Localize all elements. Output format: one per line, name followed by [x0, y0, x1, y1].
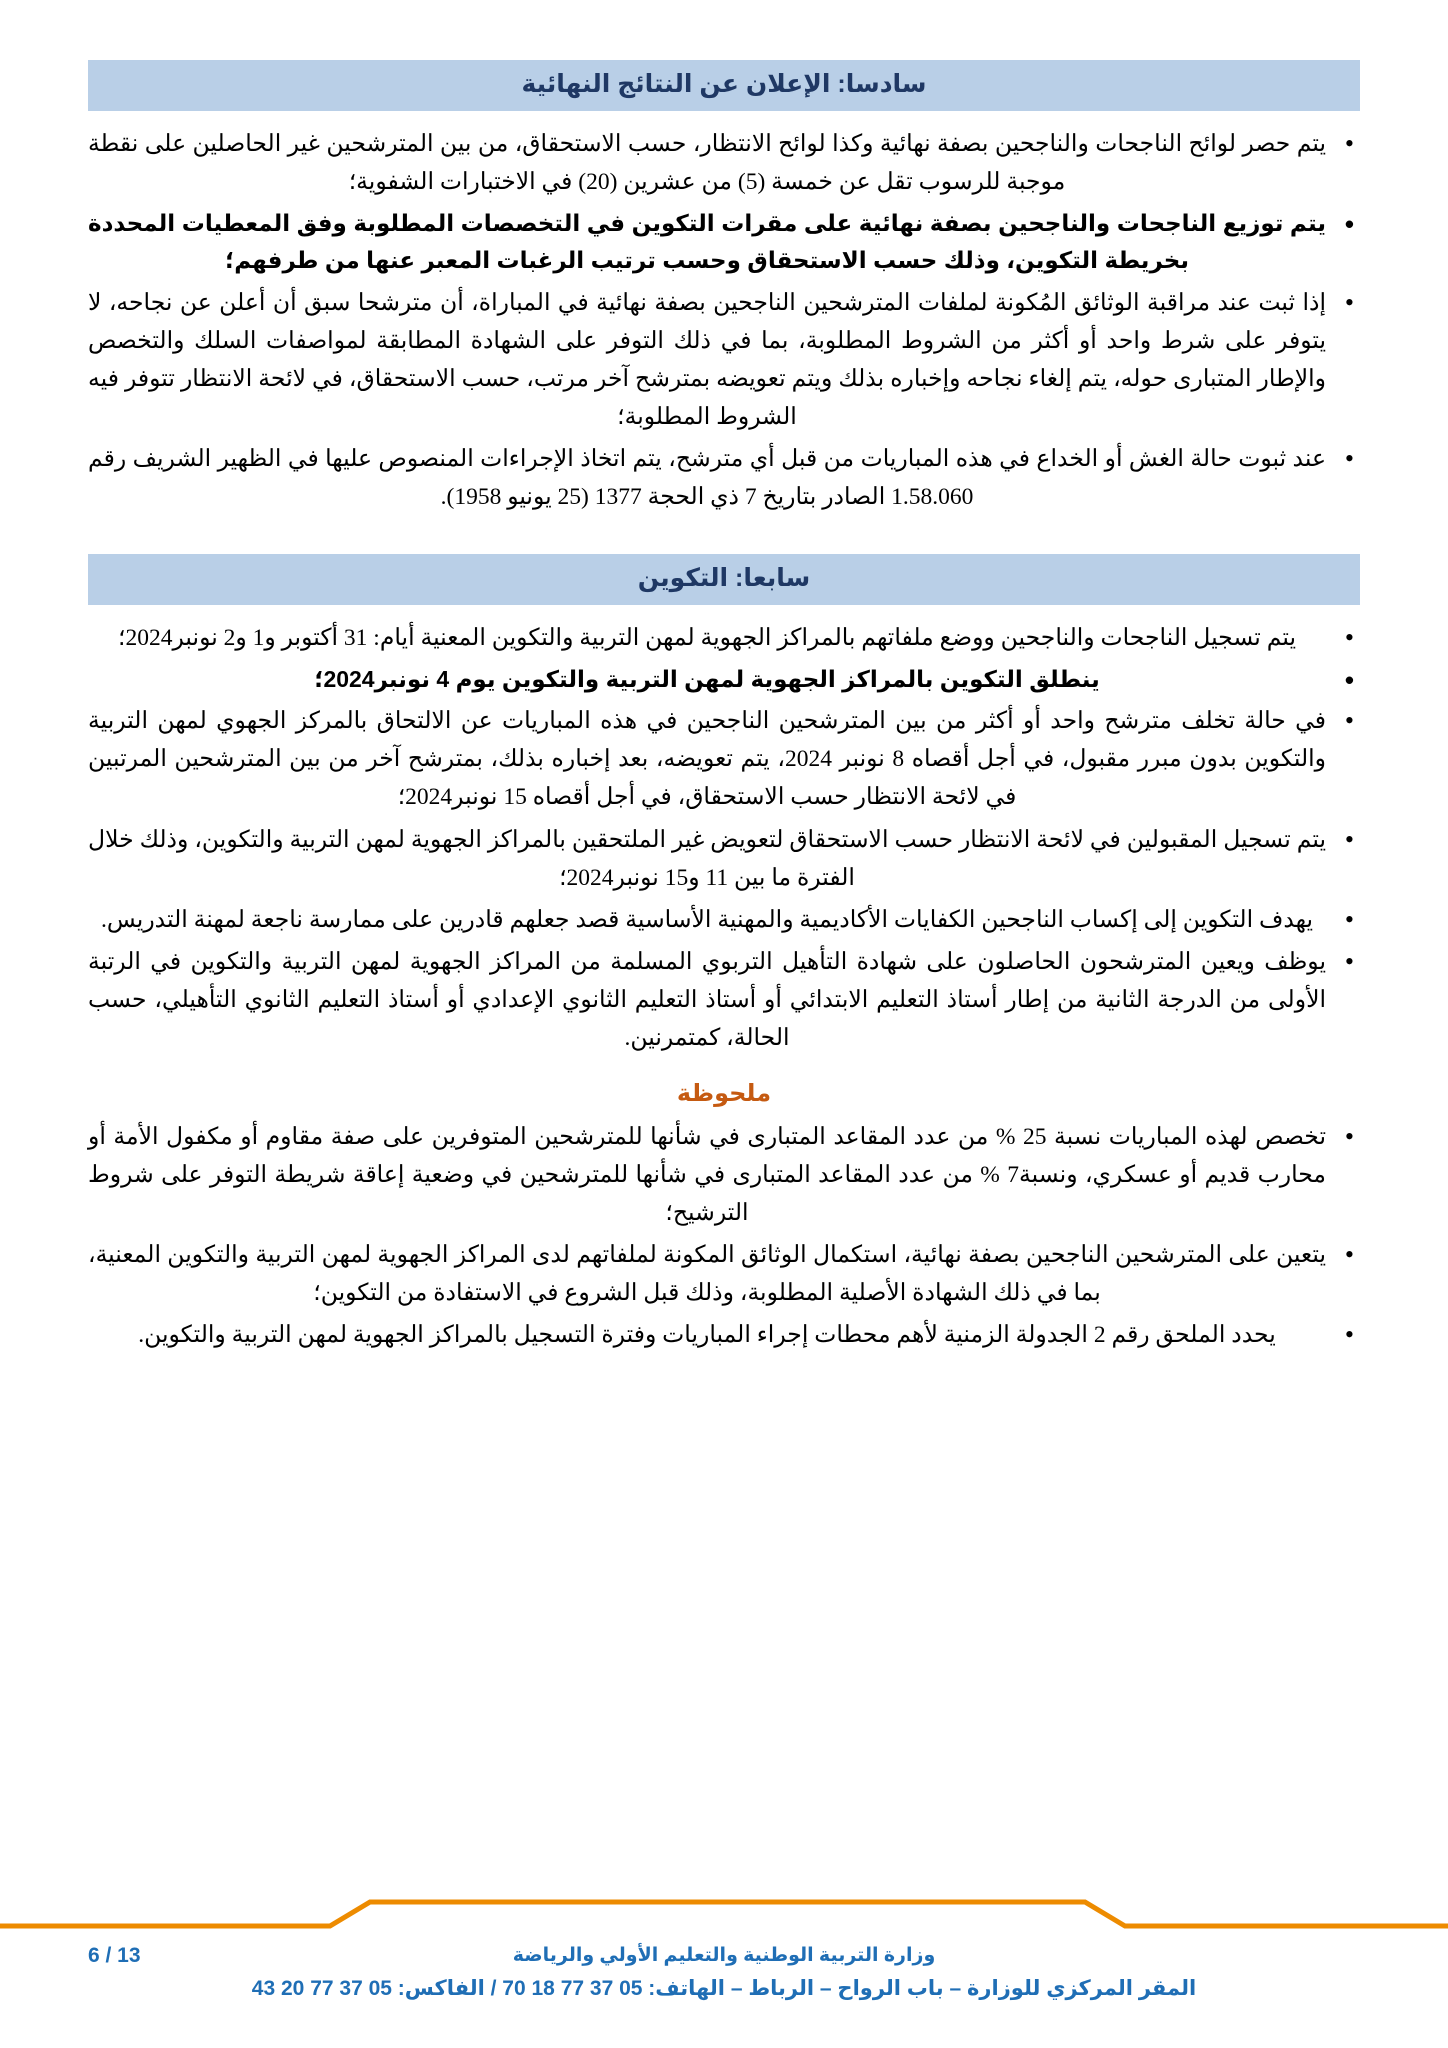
list-item: • ينطلق التكوين بالمراكز الجهوية لمهن التربية والتكوين يوم 4 نونبر2024؛: [88, 661, 1360, 698]
footer-contact-block: [0, 1942, 1448, 2004]
section-six-header: [88, 60, 1360, 111]
section-seven-heading-text: سابعا: التكوين: [637, 564, 811, 592]
footer-address-contact: المقر المركزي للوزارة – باب الرواح – الرباط – الهاتف: 05 37 77 18 70 / الفاكس: 05 37 77 20 43: [251, 1976, 1197, 2000]
list-item: • يهدف التكوين إلى إكساب الناجحين الكفايات الأكاديمية والمهنية الأساسية قصد جعلهم قادرين على ممارسة ناجعة لمهنة التدريس.: [88, 901, 1360, 939]
list-item: • تخصص لهذه المباريات نسبة 25 % من عدد المقاعد المتبارى في شأنها للمترشحين المتوفرين على صفة مقاوم أو مكفول الأمة أو محارب قديم أو عسكري، ونسبة7 % من عدد المقاعد المتبارى في شأنها للمترشحين في وضعية إعاقة شريطة التوفر على شروط الترشيح؛: [88, 1118, 1360, 1232]
page-content: [88, 60, 1360, 1358]
list-item: • إذا ثبت عند مراقبة الوثائق المُكونة لملفات المترشحين الناجحين بصفة نهائية في المباراة، أن مترشحا سبق أن أعلن عن نجاحه، لا يتوفر على شرط واحد أو أكثر من الشروط المطلوبة، بما في ذلك التوفر على الشهادة المطابقة لمواصفات السلك والتخصص والإطار المتبارى حوله، يتم إلغاء نجاحه وإخباره بذلك ويتم تعويضه بمترشح آخر مرتب، حسب الاستحقاق، في لائحة الانتظار تتوفر فيه الشروط المطلوبة؛: [88, 284, 1360, 436]
list-item: • يتم حصر لوائح الناجحات والناجحين بصفة نهائية وكذا لوائح الانتظار، حسب الاستحقاق، من بين المترشحين غير الحاصلين على نقطة موجبة للرسوب تقل عن خمسة (5) من عشرين (20) في الاختبارات الشفوية؛: [88, 125, 1360, 201]
section-spacer: [88, 520, 1360, 554]
section-six-list: [88, 125, 1360, 516]
list-item: • عند ثبوت حالة الغش أو الخداع في هذه المباريات من قبل أي مترشح، يتم اتخاذ الإجراءات المنصوص عليها في الظهير الشريف رقم 1.58.060 الصادر بتاريخ 7 ذي الحجة 1377 (25 يونيو 1958).: [88, 440, 1360, 516]
list-item: • يوظف ويعين المترشحون الحاصلون على شهادة التأهيل التربوي المسلمة من المراكز الجهوية لمهن التربية والتكوين في الرتبة الأولى من الدرجة الثانية من إطار أستاذ التعليم الابتدائي أو أستاذ التعليم الثانوي الإعدادي أو أستاذ التعليم الثانوي التأهيلي، حسب الحالة، كمتمرنين.: [88, 943, 1360, 1057]
note-list: [88, 1118, 1360, 1354]
page-footer: [0, 1872, 1448, 2032]
list-item: • في حالة تخلف مترشح واحد أو أكثر من بين المترشحين الناجحين في هذه المباريات عن الالتحاق بالمركز الجهوي لمهن التربية والتكوين بدون مبرر مقبول، في أجل أقصاه 8 نونبر 2024، يتم تعويضه، بعد إخباره بذلك، بمترشح آخر من بين المترشحين المرتبين في لائحة الانتظار حسب الاستحقاق، في أجل أقصاه 15 نونبر2024؛: [88, 702, 1360, 816]
list-item: • يتم تسجيل الناجحات والناجحين ووضع ملفاتهم بالمراكز الجهوية لمهن التربية والتكوين المعنية أيام: 31 أكتوبر و1 و2 نونبر2024؛: [88, 619, 1360, 657]
list-item: • يحدد الملحق رقم 2 الجدولة الزمنية لأهم محطات إجراء المباريات وفترة التسجيل بالمراكز الجهوية لمهن التربية والتكوين.: [88, 1316, 1360, 1354]
note-heading: ملحوظة: [676, 1079, 772, 1107]
list-item: • يتم توزيع الناجحات والناجحين بصفة نهائية على مقرات التكوين في التخصصات المطلوبة وفق المعطيات المحددة بخريطة التكوين، وذلك حسب الاستحقاق وحسب ترتيب الرغبات المعبر عنها من طرفهم؛: [88, 205, 1360, 280]
page-number: 6 / 13: [88, 1944, 141, 1967]
list-item: • يتم تسجيل المقبولين في لائحة الانتظار حسب الاستحقاق لتعويض غير الملتحقين بالمراكز الجهوية لمهن التربية والتكوين، وذلك خلال الفترة ما بين 11 و15 نونبر2024؛: [88, 821, 1360, 897]
section-six-heading-text: سادسا: الإعلان عن النتائج النهائية: [521, 70, 927, 98]
footer-ministry-name: وزارة التربية الوطنية والتعليم الأولي والرياضة: [512, 1945, 936, 1966]
section-seven-header: [88, 554, 1360, 605]
list-item: • يتعين على المترشحين الناجحين بصفة نهائية، استكمال الوثائق المكونة لملفاتهم لدى المراكز الجهوية لمهن التربية والتكوين المعنية، بما في ذلك الشهادة الأصلية المطلوبة، وذلك قبل الشروع في الاستفادة من التكوين؛: [88, 1236, 1360, 1312]
section-seven-list: [88, 619, 1360, 1057]
footer-rule-shape: [0, 1896, 1448, 1936]
footer-decorative-rule: [0, 1896, 1448, 1936]
